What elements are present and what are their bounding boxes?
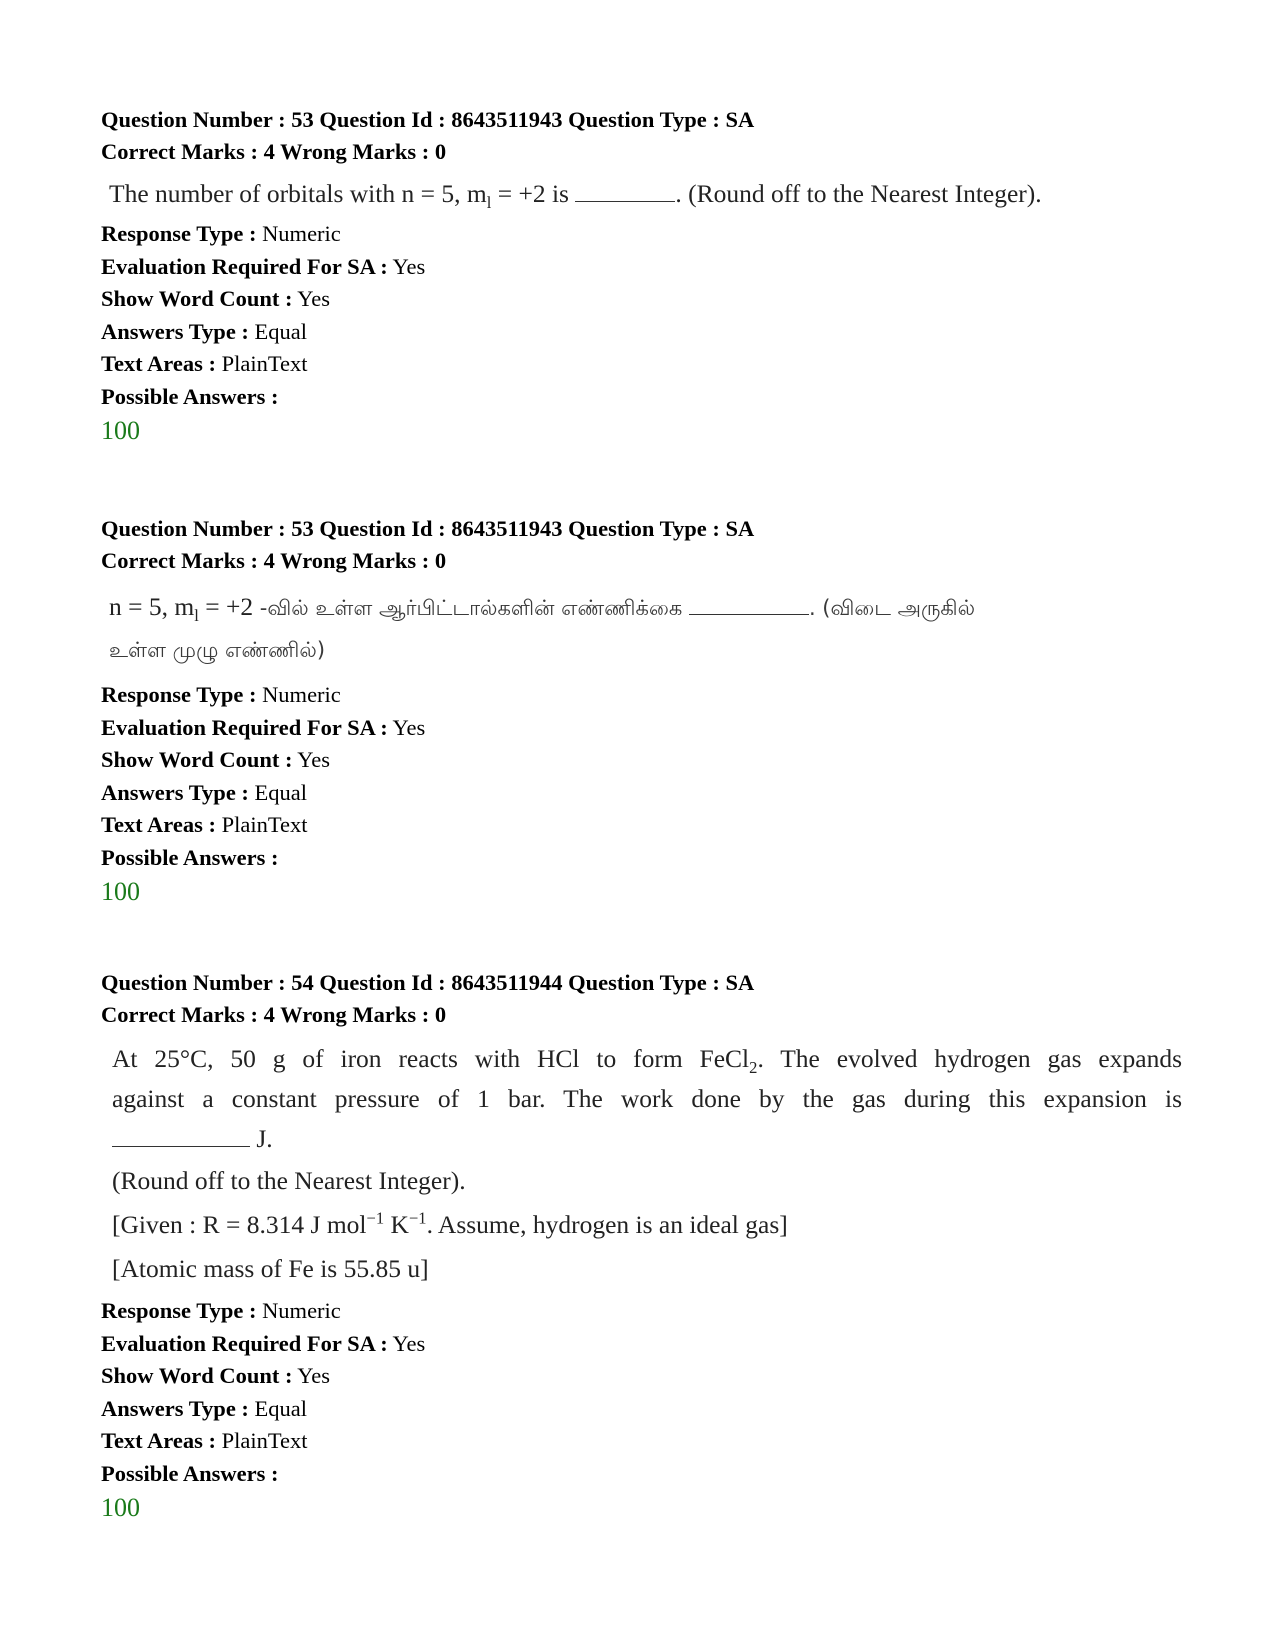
marks-header: Correct Marks : 4 Wrong Marks : 0 [101,139,447,164]
stem-text: The number of orbitals with n = 5, m [109,179,487,208]
question-block-3 [101,967,1181,1526]
stem-line-3: J. [112,1119,1182,1159]
meta-evaluation-required: Evaluation Required For SA : Yes [101,253,426,279]
meta-text-areas: Text Areas : PlainText [101,1428,308,1453]
question-header: Question Number : 53 Question Id : 8643511943 Question Type : SA [101,107,755,132]
answer-blank [689,601,809,615]
meta-answers-type: Answers Type : Equal [101,1395,308,1421]
meta-response-type: Response Type : Numeric [101,1298,341,1323]
possible-answer-value: 100 [101,877,140,906]
question-header: Question Number : 54 Question Id : 8643511944 Question Type : SA [101,970,755,995]
question-stem [109,174,1181,214]
stem-text: = +2 is [491,179,576,208]
meta-answers-type: Answers Type : Equal [101,779,308,805]
meta-text-areas: Text Areas : PlainText [101,351,308,376]
question-block-2 [101,513,1181,910]
meta-answers-type: Answers Type : Equal [101,318,308,344]
stem-tamil-text: -வில் உள்ள ஆர்பிட்டால்களின் எண்ணிக்கை [253,596,689,620]
stem-subscript: l [486,193,492,213]
stem-text: . (Round off to the Nearest Integer). [675,179,1042,208]
possible-answer-value: 100 [101,1493,140,1522]
meta-possible-answers: Possible Answers : [101,383,279,409]
meta-evaluation-required: Evaluation Required For SA : Yes [101,1330,426,1356]
possible-answer-value: 100 [101,416,140,445]
question-block-1 [101,104,1181,449]
answer-blank [575,188,675,202]
stem-line-2: against a constant pressure of 1 bar. The work done by the gas during this expansion is [112,1084,1182,1113]
marks-header: Correct Marks : 4 Wrong Marks : 0 [101,1002,447,1027]
meta-response-type: Response Type : Numeric [101,221,341,246]
stem-line-5: [Given : R = 8.314 J mol$^{-1}$ $K^{-1}$. Assume, hydrogen is an ideal gas] [112,1208,788,1239]
meta-response-type: Response Type : Numeric [101,682,341,707]
meta-show-word-count: Show Word Count : Yes [101,747,331,772]
stem-subscript: l [194,606,199,626]
meta-possible-answers: Possible Answers : [101,1460,279,1486]
stem-line-6: [Atomic mass of Fe is 55.85 u] [112,1254,429,1283]
stem-tamil-line: உள்ள முழு எண்ணில்) [109,638,326,662]
stem-tamil-text: . (விடை அருகில் [808,596,976,620]
meta-evaluation-required: Evaluation Required For SA : Yes [101,714,426,740]
meta-text-areas: Text Areas : PlainText [101,812,308,837]
question-header: Question Number : 53 Question Id : 8643511943 Question Type : SA [101,516,755,541]
meta-show-word-count: Show Word Count : Yes [101,1363,331,1388]
question-stem [109,587,1181,673]
question-stem [112,1039,1182,1291]
answer-blank [112,1133,250,1147]
meta-show-word-count: Show Word Count : Yes [101,286,331,311]
marks-header: Correct Marks : 4 Wrong Marks : 0 [101,548,447,573]
meta-possible-answers: Possible Answers : [101,844,279,870]
stem-line-1: At 25°C, 50 g of iron reacts with HCl to form FeCl$_2$. The evolved hydrogen gas expands [112,1044,1182,1078]
stem-text: n = 5, m [109,592,195,621]
stem-line-4: (Round off to the Nearest Integer). [112,1166,466,1195]
stem-text: = +2 [198,592,254,621]
